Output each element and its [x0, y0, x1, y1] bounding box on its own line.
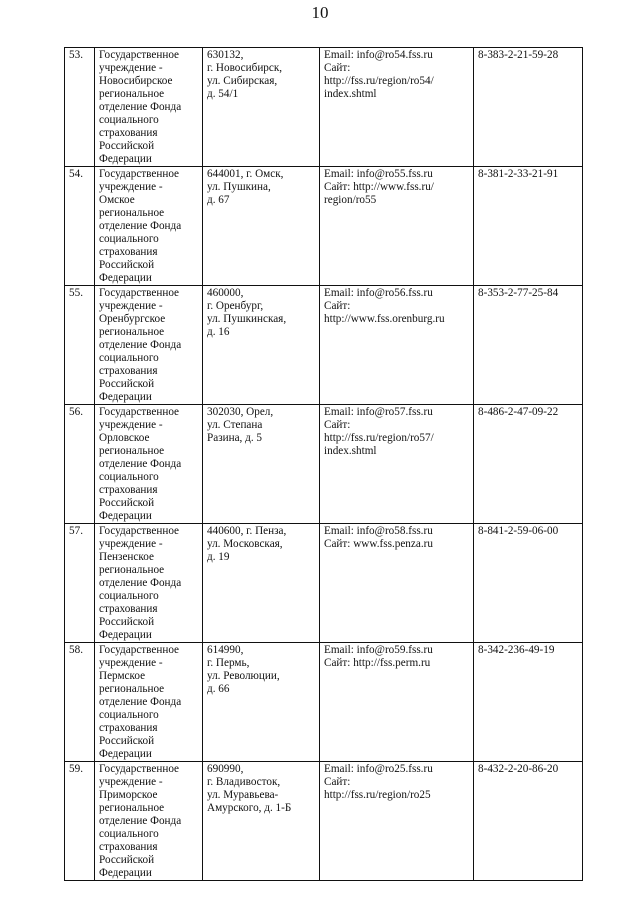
table-row [65, 167, 583, 286]
postal-address-line: д. 66 [207, 683, 230, 695]
contact-info [320, 524, 474, 643]
organization-name-line: страхования [99, 722, 158, 734]
organization-name-line: отделение Фонда [99, 101, 182, 113]
postal-address-line: 614990, [207, 644, 244, 656]
contact-info-line: Сайт: http://www.fss.ru/ [324, 181, 434, 193]
postal-address-line: д. 16 [207, 326, 230, 338]
phone-number: 8-841-2-59-06-00 [474, 524, 583, 643]
phone-number: 8-486-2-47-09-22 [474, 405, 583, 524]
postal-address-line: ул. Пушкина, [207, 181, 271, 193]
organization-name-line: Российской [99, 140, 155, 152]
postal-address [203, 643, 320, 762]
organization-name-line: Федерации [99, 867, 152, 879]
contact-info-line: Email: info@ro59.fss.ru [324, 644, 433, 656]
postal-address [203, 167, 320, 286]
organization-name-line: Новосибирское [99, 75, 173, 87]
postal-address [203, 48, 320, 167]
contact-info [320, 167, 474, 286]
organization-name-line: региональное [99, 445, 165, 457]
organization-name [95, 405, 203, 524]
organization-name [95, 643, 203, 762]
organization-name-line: отделение Фонда [99, 220, 182, 232]
contact-info-line: Сайт: [324, 62, 351, 74]
postal-address-line: 644001, г. Омск, [207, 168, 284, 180]
organization-name-line: Государственное [99, 763, 180, 775]
organization-name-line: Государственное [99, 49, 180, 61]
contact-info-line: index.shtml [324, 88, 377, 100]
postal-address-line: 302030, Орел, [207, 406, 274, 418]
contact-info-line: Email: info@ro54.fss.ru [324, 49, 433, 61]
contact-info [320, 48, 474, 167]
organization-name-line: социального [99, 828, 159, 840]
organization-name [95, 762, 203, 881]
phone-number: 8-383-2-21-59-28 [474, 48, 583, 167]
contact-info-line: Сайт: [324, 776, 351, 788]
organization-name-line: учреждение - [99, 538, 163, 550]
organization-name-line: страхования [99, 246, 158, 258]
contact-info-line: Сайт: http://fss.perm.ru [324, 657, 431, 669]
postal-address [203, 405, 320, 524]
organization-name [95, 524, 203, 643]
contact-info-line: Email: info@ro25.fss.ru [324, 763, 433, 775]
organization-name-line: социального [99, 709, 159, 721]
contact-info-line: region/ro55 [324, 194, 377, 206]
row-number: 59. [65, 762, 95, 881]
organization-name-line: страхования [99, 841, 158, 853]
organization-name-line: Государственное [99, 406, 180, 418]
organization-name-line: Федерации [99, 272, 152, 284]
organization-name-line: Оренбургское [99, 313, 166, 325]
postal-address-line: г. Пермь, [207, 657, 250, 669]
table-row [65, 405, 583, 524]
organization-name-line: Пермское [99, 670, 146, 682]
table-body [65, 48, 583, 881]
organization-name-line: Федерации [99, 629, 152, 641]
organization-name-line: Государственное [99, 287, 180, 299]
contact-info [320, 643, 474, 762]
organization-name [95, 167, 203, 286]
contact-info [320, 762, 474, 881]
organization-name-line: страхования [99, 127, 158, 139]
organization-name-line: Российской [99, 854, 155, 866]
postal-address [203, 762, 320, 881]
page-number: 10 [311, 3, 329, 22]
postal-address-line: д. 19 [207, 551, 230, 563]
table-row [65, 286, 583, 405]
organization-name-line: Российской [99, 378, 155, 390]
postal-address-line: ул. Революции, [207, 670, 280, 682]
organization-name-line: региональное [99, 326, 165, 338]
row-number: 53. [65, 48, 95, 167]
table-row [65, 524, 583, 643]
phone-number: 8-381-2-33-21-91 [474, 167, 583, 286]
organization-name-line: социального [99, 114, 159, 126]
row-number: 56. [65, 405, 95, 524]
row-number: 58. [65, 643, 95, 762]
organization-name-line: Орловское [99, 432, 150, 444]
contact-info-line: Сайт: [324, 300, 351, 312]
organization-name-line: Федерации [99, 391, 152, 403]
postal-address-line: ул. Муравьева- [207, 789, 279, 801]
organization-name [95, 286, 203, 405]
postal-address-line: 440600, г. Пенза, [207, 525, 287, 537]
organization-name-line: Федерации [99, 153, 152, 165]
postal-address-line: Амурского, д. 1-Б [207, 802, 292, 814]
postal-address-line: 690990, [207, 763, 244, 775]
contact-info-line: Сайт: www.fss.penza.ru [324, 538, 433, 550]
organization-name-line: учреждение - [99, 300, 163, 312]
postal-address-line: ул. Московская, [207, 538, 283, 550]
contact-info-line: http://fss.ru/region/ro57/ [324, 432, 434, 444]
row-number: 55. [65, 286, 95, 405]
organization-name-line: отделение Фонда [99, 815, 182, 827]
organization-name-line: отделение Фонда [99, 577, 182, 589]
organization-name-line: учреждение - [99, 657, 163, 669]
organization-name-line: отделение Фонда [99, 458, 182, 470]
contact-info-line: http://www.fss.orenburg.ru [324, 313, 445, 325]
row-number: 57. [65, 524, 95, 643]
organization-name-line: учреждение - [99, 776, 163, 788]
organization-name-line: региональное [99, 802, 165, 814]
postal-address-line: г. Оренбург, [207, 300, 264, 312]
table-row [65, 643, 583, 762]
organization-name-line: Государственное [99, 525, 180, 537]
postal-address-line: 460000, [207, 287, 244, 299]
organization-name-line: Российской [99, 259, 155, 271]
contact-info-line: http://fss.ru/region/ro25 [324, 789, 431, 801]
organization-name-line: социального [99, 352, 159, 364]
postal-address [203, 286, 320, 405]
organization-name-line: учреждение - [99, 181, 163, 193]
table-row [65, 762, 583, 881]
postal-address [203, 524, 320, 643]
contact-info-line: index.shtml [324, 445, 377, 457]
postal-address-line: д. 54/1 [207, 88, 239, 100]
postal-address-line: ул. Сибирская, [207, 75, 278, 87]
organization-name-line: региональное [99, 207, 165, 219]
organization-name-line: страхования [99, 365, 158, 377]
organization-name-line: страхования [99, 484, 158, 496]
postal-address-line: ул. Степана [207, 419, 263, 431]
organization-name-line: Федерации [99, 510, 152, 522]
row-number: 54. [65, 167, 95, 286]
contact-info-line: Email: info@ro57.fss.ru [324, 406, 433, 418]
postal-address-line: д. 67 [207, 194, 230, 206]
organization-name [95, 48, 203, 167]
organization-name-line: Пензенское [99, 551, 154, 563]
phone-number: 8-432-2-20-86-20 [474, 762, 583, 881]
postal-address-line: г. Новосибирск, [207, 62, 283, 74]
organization-name-line: учреждение - [99, 62, 163, 74]
organization-name-line: Приморское [99, 789, 158, 801]
contact-info [320, 286, 474, 405]
postal-address-line: Разина, д. 5 [207, 432, 263, 444]
organization-name-line: Федерации [99, 748, 152, 760]
organization-name-line: региональное [99, 564, 165, 576]
organization-name-line: отделение Фонда [99, 339, 182, 351]
organization-name-line: Омское [99, 194, 135, 206]
organization-name-line: региональное [99, 88, 165, 100]
organization-name-line: отделение Фонда [99, 696, 182, 708]
table-row [65, 48, 583, 167]
organization-name-line: Российской [99, 497, 155, 509]
organization-name-line: социального [99, 233, 159, 245]
fss-offices-table [64, 47, 583, 881]
contact-info-line: Email: info@ro56.fss.ru [324, 287, 433, 299]
phone-number: 8-353-2-77-25-84 [474, 286, 583, 405]
contact-info [320, 405, 474, 524]
contact-info-line: Email: info@ro55.fss.ru [324, 168, 433, 180]
phone-number: 8-342-236-49-19 [474, 643, 583, 762]
organization-name-line: Российской [99, 616, 155, 628]
postal-address-line: ул. Пушкинская, [207, 313, 287, 325]
organization-name-line: Государственное [99, 168, 180, 180]
contact-info-line: Email: info@ro58.fss.ru [324, 525, 433, 537]
organization-name-line: социального [99, 471, 159, 483]
organization-name-line: региональное [99, 683, 165, 695]
organization-name-line: социального [99, 590, 159, 602]
organization-name-line: страхования [99, 603, 158, 615]
postal-address-line: 630132, [207, 49, 244, 61]
contact-info-line: http://fss.ru/region/ro54/ [324, 75, 434, 87]
contact-info-line: Сайт: [324, 419, 351, 431]
postal-address-line: г. Владивосток, [207, 776, 281, 788]
organization-name-line: Государственное [99, 644, 180, 656]
organization-name-line: учреждение - [99, 419, 163, 431]
organization-name-line: Российской [99, 735, 155, 747]
